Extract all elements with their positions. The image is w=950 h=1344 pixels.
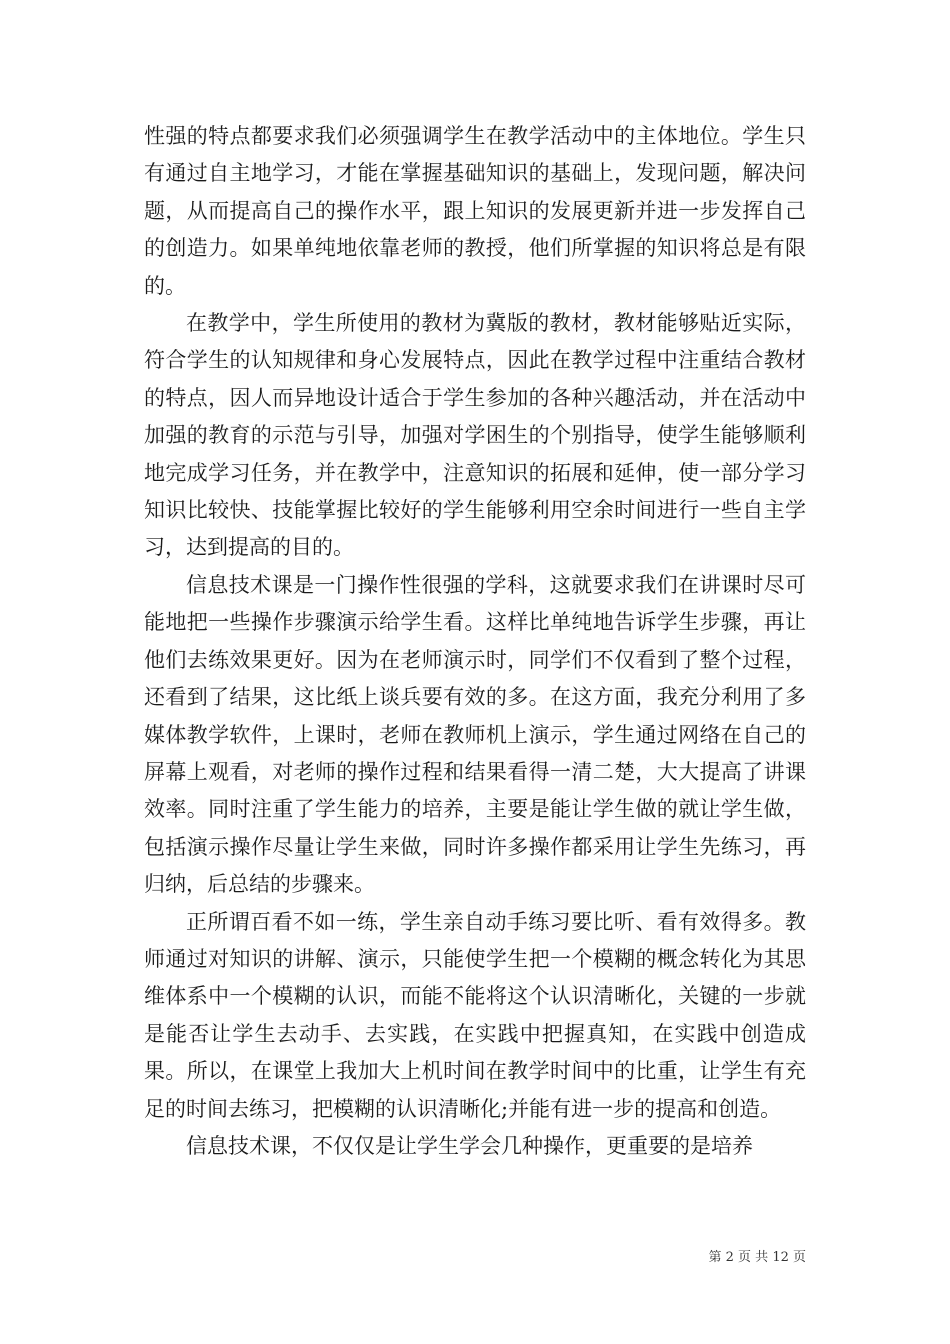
paragraph-1: 性强的特点都要求我们必须强调学生在教学活动中的主体地位。学生只有通过自主地学习，才能在掌握基础知识的基础上，发现问题，解决问题，从而提高自己的操作水平，跟上知识的发展更新并进一步发挥自己的创造力。如果单纯地依靠老师的教授，他们所掌握的知识将总是有限的。 [144,124,806,298]
page-number-footer: 第 2 页 共 12 页 [708,1250,806,1265]
paragraph-2: 在教学中，学生所使用的教材为冀版的教材，教材能够贴近实际，符合学生的认知规律和身心发展特点，因此在教学过程中注重结合教材的特点，因人而异地设计适合于学生参加的各种兴趣活动，并在活动中加强的教育的示范与引导，加强对学困生的个别指导，使学生能够顺利地完成学习任务，并在教学中，注意知识的拓展和延伸，使一部分学习知识比较快、技能掌握比较好的学生能够利用空余时间进行一些自主学习，达到提高的目的。 [144,311,806,560]
paragraph-3: 信息技术课是一门操作性很强的学科，这就要求我们在讲课时尽可能地把一些操作步骤演示给学生看。这样比单纯地告诉学生步骤，再让他们去练效果更好。因为在老师演示时，同学们不仅看到了整个过程，还看到了结果，这比纸上谈兵要有效的多。在这方面，我充分利用了多媒体教学软件，上课时，老师在教师机上演示，学生通过网络在自己的屏幕上观看，对老师的操作过程和结果看得一清二楚，大大提高了讲课效率。同时注重了学生能力的培养，主要是能让学生做的就让学生做，包括演示操作尽量让学生来做，同时许多操作都采用让学生先练习，再归纳，后总结的步骤来。 [144,572,806,897]
paragraph-4: 正所谓百看不如一练，学生亲自动手练习要比听、看有效得多。教师通过对知识的讲解、演示，只能使学生把一个模糊的概念转化为其思维体系中一个模糊的认识，而能不能将这个认识清晰化，关键的一步就是能否让学生去动手、去实践，在实践中把握真知，在实践中创造成果。所以，在课堂上我加大上机时间在教学时间中的比重，让学生有充足的时间去练习，把模糊的认识清晰化;并能有进一步的提高和创造。 [144,909,806,1121]
paragraph-5: 信息技术课，不仅仅是让学生学会几种操作，更重要的是培养 [186,1133,753,1158]
document-body [144,118,806,1165]
